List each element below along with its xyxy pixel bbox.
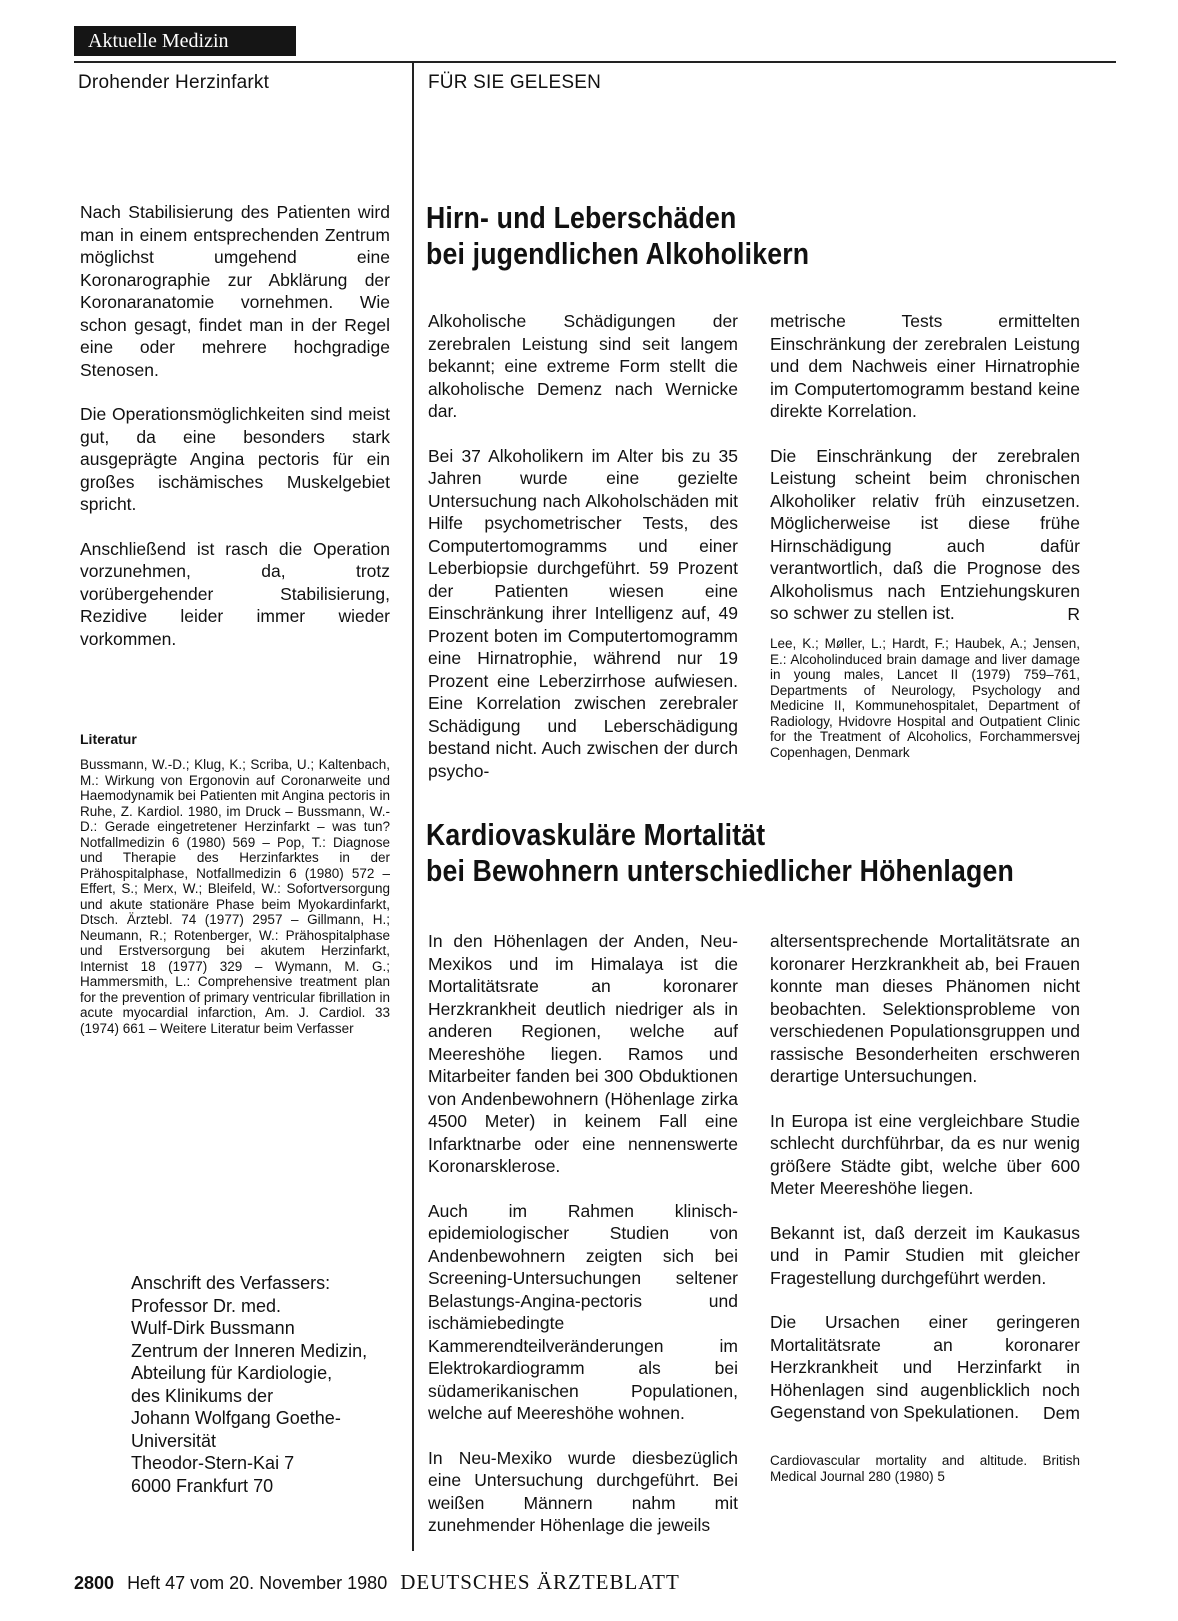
left-paragraph: Nach Stabilisierung des Patienten wird man in einem entsprechenden Zentrum möglichst umgehend eine Koronarographie zur Abklärung der Koronaranatomie vornehmen. Wie schon gesagt, findet man in der Regel eine oder mehrere hochgradige Stenosen. (80, 202, 390, 380)
right-running-head: FÜR SIE GELESEN (428, 72, 601, 93)
address-line: Professor Dr. med. (131, 1295, 282, 1316)
left-paragraph: Die Operationsmöglichkeiten sind meist gut, da eine besonders stark ausgeprägte Angina pectoris für ein großes ischämisches Muskelgebiet spricht. (80, 404, 390, 514)
address-line: Universität (131, 1430, 217, 1451)
address-line: Theodor-Stern-Kai 7 (131, 1453, 295, 1473)
section-tag: Aktuelle Medizin (74, 26, 296, 56)
article1-signature: R (1067, 603, 1080, 624)
left-running-head: Drohender Herzinfarkt (78, 72, 270, 93)
article1-title (426, 200, 959, 272)
article2-column-2 (770, 930, 1080, 1424)
literature-list (80, 757, 390, 1036)
article1-paragraph: Bei 37 Alkoholikern im Alter bis zu 35 Jahren wurde eine gezielte Untersuchung nach Alkoholschäden mit Hilfe psychometrischer Tests, des Computertomogramms und einer Leberbiopsie durchgeführt. 59 Prozent der Patienten wiesen eine Einschränkung ihrer Intelligenz auf, 49 Prozent boten im Computertomogramm eine Hirnatrophie, während nur 19 Prozent eine Leberzirrhose aufwiesen. Eine Korrelation zwischen zerebraler Schädigung und Leberschädigung bestand nicht. Auch zwischen der durch psycho- (428, 445, 738, 781)
article2-column-1 (428, 930, 738, 1559)
author-address (131, 1272, 367, 1497)
article1-column-2 (770, 310, 1080, 625)
address-line: des Klinikums der (131, 1385, 274, 1406)
article1-paragraph: Alkoholische Schädigungen der zerebralen Leistung sind seit langem bekannt; eine extreme Form stellt die alkoholische Demenz nach Wernicke dar. (428, 311, 738, 421)
article2-paragraph: altersentsprechende Mortalitätsrate an koronarer Herzkrankheit ab, bei Frauen konnte man dieses Phänomen nicht beobachten. Selektionsprobleme von verschiedenen Populationsgruppen und rassische Besonderheiten erschweren derartige Untersuchungen. (770, 931, 1080, 1086)
address-line: Zentrum der Inneren Medizin, (131, 1340, 368, 1361)
article2-reference-text: Cardiovascular mortality and altitude. British Medical Journal 280 (1980) 5 (770, 1453, 1080, 1484)
page-number: 2800 (74, 1573, 115, 1593)
article2-title-line: Kardiovaskuläre Mortalität (426, 817, 766, 852)
article2-paragraph: In Europa ist eine vergleichbare Studie schlecht durchführbar, da es nur wenig größere Städte gibt, welche über 600 Meter Meereshöhe liegen. (770, 1110, 1080, 1198)
address-line: 6000 Frankfurt 70 (131, 1475, 274, 1496)
journal-name: DEUTSCHES ÄRZTEBLATT (400, 1570, 680, 1594)
article2-title-line: bei Bewohnern unterschiedlicher Höhenlagen (426, 853, 1014, 888)
article1-paragraph: metrische Tests ermittelten Einschränkung der zerebralen Leistung und dem Nachweis einer Hirnatrophie im Computertomogramm bestand keine direkte Korrelation. (770, 311, 1080, 421)
left-paragraph: Anschließend ist rasch die Operation vorzunehmen, da, trotz vorübergehender Stabilisierung, Rezidive leider immer wieder vorkommen. (80, 538, 390, 649)
article1-title-line: Hirn- und Leberschäden (426, 200, 737, 235)
article2-paragraph: In Neu-Mexiko wurde diesbezüglich eine Untersuchung durchgeführt. Bei weißen Männern nahm mit zunehmender Höhenlage die jeweils (428, 1447, 738, 1535)
address-line: Anschrift des Verfassers: (131, 1273, 331, 1293)
article1-reference-text: Lee, K.; Møller, L.; Hardt, F.; Haubek, A.; Jensen, E.: Alcoholinduced brain damage and liver damage in young males, Lancet II (1979) 759–761, Departments of Neurology, Psychology and Medicine II, Kommunehospitalet, Department of Radiology, Hvidovre Hospital and Outpatient Clinic for the Treatment of Alcoholics, Forchammersvej Copenhagen, Denmark (770, 636, 1080, 760)
address-line: Johann Wolfgang Goethe- (131, 1408, 341, 1428)
article2-title (426, 817, 1045, 889)
article2-paragraph: Bekannt ist, daß derzeit im Kaukasus und in Pamir Studien mit gleicher Fragestellung durchgeführt werden. (770, 1222, 1080, 1288)
article1-column-1 (428, 310, 738, 804)
article2-reference (770, 1453, 1080, 1484)
article2-paragraph: Auch im Rahmen klinisch-epidemiologischer Studien von Andenbewohnern zeigten sich bei Screening-Untersuchungen seltener Belastungs-Angina-pectoris und ischämiebedingte Kammerendteilveränderungen im Elektrokardiogramm als bei südamerikanischen Populationen, welche auf Meereshöhe wohnen. (428, 1200, 738, 1423)
article1-paragraph: Die Einschränkung der zerebralen Leistung scheint beim chronischen Alkoholiker relativ früh einzusetzen. Möglicherweise ist diese frühe Hirnschädigung auch dafür verantwortlich, daß die Prognose des Alkoholismus nach Entziehungskuren so schwer zu stellen ist. (770, 445, 1080, 623)
left-column-text (80, 201, 390, 672)
literature-text: Bussmann, W.-D.; Klug, K.; Scriba, U.; Kaltenbach, M.: Wirkung von Ergonovin auf Coronarweite und Haemodynamik bei Patienten mit Angina pectoris in Ruhe, Z. Kardiol. 1980, im Druck – Bussmann, W.-D.: Gerade eingetretener Herzinfarkt – was tun? Notfallmedizin 6 (1980) 569 – Pop, T.: Diagnose und Therapie des Herzinfarktes in der Prähospitalphase, Notfallmedizin 6 (1980) 572 – Effert, S.; Merx, W.; Bleifeld, W.: Sofortversorgung und akute stationäre Phase beim Myokardinfarkt, Dtsch. Ärztebl. 74 (1977) 2957 – Gillmann, H.; Neumann, R.; Rotenberger, W.: Prähospitalphase und Erstversorgung bei akutem Herzinfarkt, Internist 18 (1977) 329 – Wymann, M. G.; Hammersmith, L.: Comprehensive treatment plan for the prevention of primary ventricular fibrillation in acute myocardial infarction, Am. J. Cardiol. 33 (1974) 661 – Weitere Literatur beim Verfasser (80, 757, 390, 1036)
literature-heading: Literatur (80, 731, 137, 747)
column-divider (412, 61, 414, 1551)
top-rule (74, 61, 1116, 63)
address-line: Abteilung für Kardiologie, (131, 1363, 333, 1383)
article1-reference (770, 636, 1080, 760)
page-footer (74, 1570, 680, 1595)
address-line: Wulf-Dirk Bussmann (131, 1318, 295, 1338)
article2-paragraph: In den Höhenlagen der Anden, Neu-Mexikos und im Himalaya ist die Mortalitätsrate an koronarer Herzkrankheit deutlich niedriger als in anderen Regionen, welche auf Meereshöhe liegen. Ramos und Mitarbeiter fanden bei 300 Obduktionen von Andenbewohnern (Höhenlage zirka 4500 Meter) in keinem Fall eine Infarktnarbe oder eine nennenswerte Koronarsklerose. (428, 931, 738, 1176)
issue-info: Heft 47 vom 20. November 1980 (127, 1573, 388, 1593)
article1-title-line: bei jugendlichen Alkoholikern (426, 236, 810, 271)
article2-signature: Dem (1043, 1402, 1080, 1423)
article2-paragraph: Die Ursachen einer geringeren Mortalitätsrate an koronarer Herzkrankheit und Herzinfarkt in Höhenlagen sind augenblicklich noch Gegenstand von Spekulationen. (770, 1312, 1080, 1422)
